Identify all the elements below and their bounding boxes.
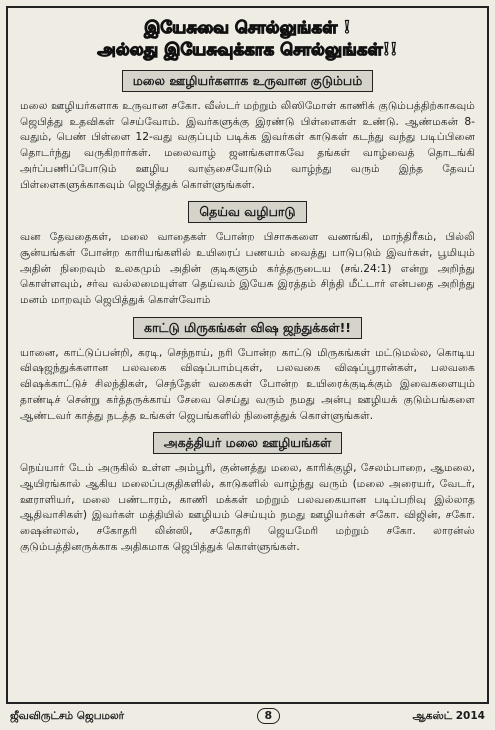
magazine-name: ஜீவவிருட்சம் ஜெபமலர் xyxy=(10,709,125,722)
section-title-agasthiyar-ministry: அகத்தியர் மலை ஊழியங்கள் xyxy=(153,432,342,454)
section-body-agasthiyar-ministry: நெய்யார் டேம் அருகில் உள்ள அம்பூரி, குன்னத்து மலை, காரிக்குழி, சேலம்பாறை, ஆமலை, ஆயிரங்கால் ஆகிய மலைப்பகுதிகளில், காடுகளில் வாழ்ந்து வரும் (மலை அரையர், வேடர், ஊராளியர், மலை பண்டாரம், காணி மக்கள் மற்றும் பலவகையான படிப்பறிவு இல்லாத ஆதிவாசிகள்) இவர்கள் மத்தியில் ஊழியம் செய்யும் நமது ஊழியர்கள் சகோ. விஜின், சகோ. ஷைன்லால், சகோதரி லின்ஸி, சகோதரி ஜெயமேரி மற்றும் சகோ. லாரன்ஸ் குடும்பத்தினருக்காக அதிகமாக ஜெபித்துக் கொள்ளுங்கள். xyxy=(20,461,475,553)
section-title-family: மலை ஊழியர்களாக உருவான குடும்பம் xyxy=(122,70,374,92)
section-family xyxy=(18,70,477,192)
section-title-wild-animals: காட்டு மிருகங்கள் விஷ ஜந்துக்கள்!! xyxy=(133,317,362,339)
section-agasthiyar-ministry xyxy=(18,432,477,554)
section-title-worship: தெய்வ வழிபாடு xyxy=(188,201,306,223)
section-worship xyxy=(18,201,477,308)
headline-line-1: இயேசுவை சொல்லுங்கள் ! xyxy=(144,18,351,37)
issue-date: ஆகஸ்ட் 2014 xyxy=(412,709,485,722)
headline-line-2: அல்லது இயேசுவுக்காக சொல்லுங்கள்!! xyxy=(97,40,398,59)
article-frame xyxy=(6,6,489,704)
page-number: 8 xyxy=(257,708,281,724)
section-wild-animals xyxy=(18,317,477,424)
section-body-worship: வன தேவதைகள், மலை வாதைகள் போன்ற பிசாசுகளை வணங்கி, மாந்திரீகம், பில்லி சூன்யங்கள் போன்ற காரியங்களில் உயிரைப் பணயம் வைத்து பாடுபடும் இவர்கள், பூமியும் அதின் நிறைவும் உலகமும் அதின் குடிகளும் கர்த்தருடைய (சங்.24:1) என்று அறிந்து கொள்ளவும், சர்வ வல்லமையுள்ள தெய்வம் இயேசு இரத்தம் சிந்தி மீட்டார் என்பதை அறிந்து மனம் மாறவும் ஜெபித்துக் கொள்வோம் xyxy=(20,230,475,307)
section-body-family: மலை ஊழியர்களாக உருவான சகோ. வீஸ்டர் மற்றும் லிஸிமோள் காணிக் குடும்பத்திற்காகவும் ஜெபித்து உதவிகள் செய்வோம். இவர்களுக்கு இரண்டு பிள்ளைகள் உண்டு. ஆண்மகன் 8-வதும், பெண் பிள்ளை 12-வது வகுப்பும் படிக்க இவர்கள் காடுகள் கடந்து வந்து படிப்பினை தொடர்ந்து வருகிறார்கள். மலைவாழ் ஜனங்களாகவே தங்கள் வாழ்வைத் தொடங்கி அர்ப்பணிப்போடும் ஊழிய வாஞ்சையோடும் வாழ்ந்து வரும் இந்த தேவப் பிள்ளைகளுக்காகவும் ஜெபித்துக் கொள்ளுங்கள். xyxy=(20,99,475,191)
section-body-wild-animals: யானை, காட்டுப்பன்றி, கரடி, செந்நாய், நரி போன்ற காட்டு மிருகங்கள் மட்டுமல்ல, கொடிய விஷஜந்துக்களான பலவகை விஷப்பாம்புகள், பலவகை விஷப்பூரான்கள், பலவகை விஷக்காட்டுச் சிலந்திகள், செந்தேள் வகைகள் போன்ற உயிரைக்குடிக்கும் இவைகளையும் தாண்டிச் சென்று கர்த்தருக்காய் சேவை செய்து வரும் நமது அன்பு ஊழியக் குடும்பங்களை ஆண்டவர் காத்து நடத்த உங்கள் ஜெபங்களில் நினைத்துக் கொள்ளுங்கள். xyxy=(20,345,475,422)
page-footer xyxy=(10,707,485,725)
